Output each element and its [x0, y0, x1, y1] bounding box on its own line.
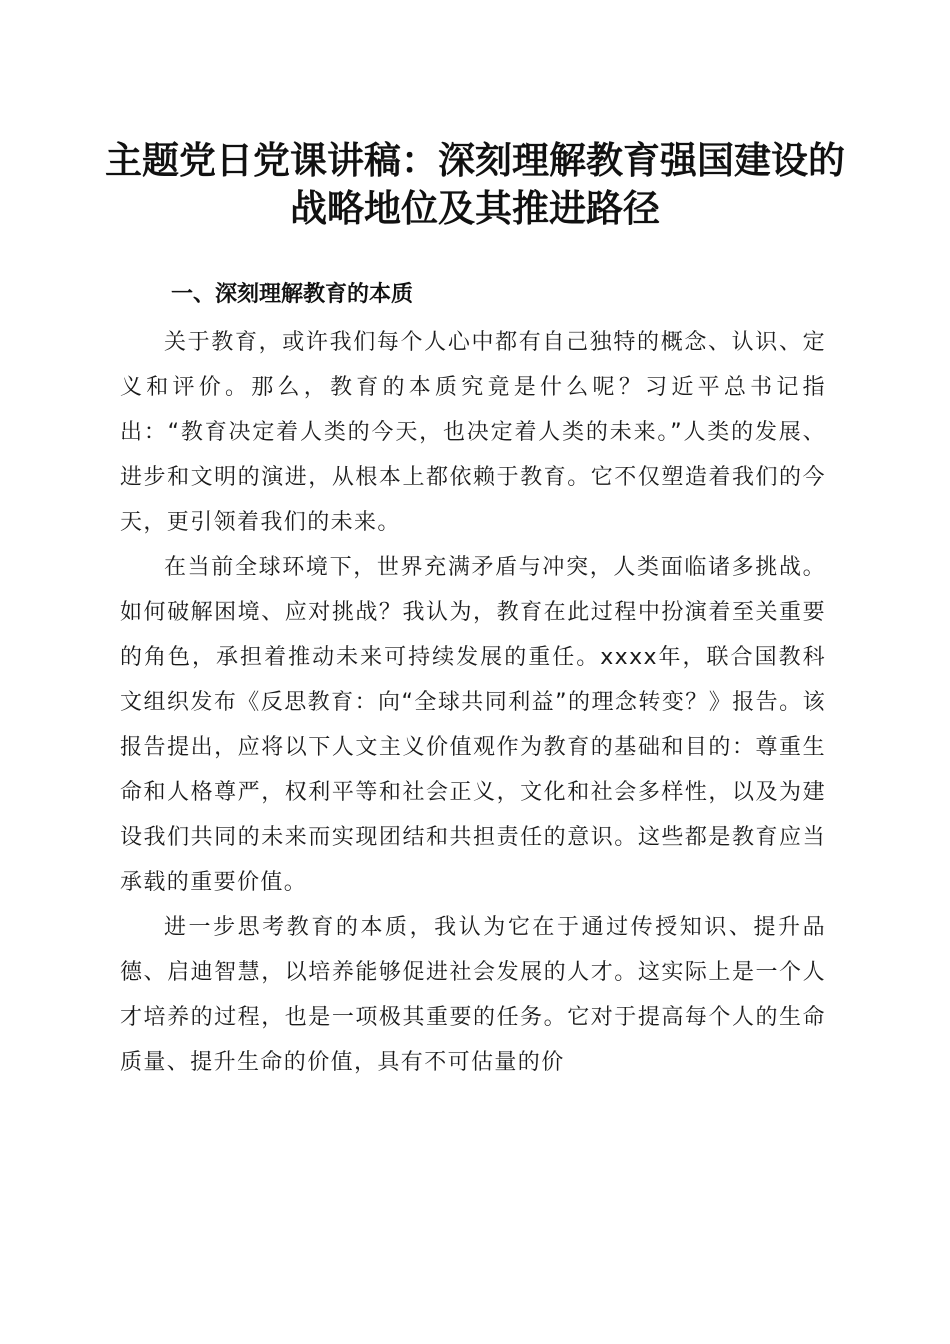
paragraph-2: 在当前全球环境下，世界充满矛盾与冲突，人类面临诸多挑战。如何破解困境、应对挑战？我认为，教育在此过程中扮演着至关重要的角色，承担着推动未来可持续发展的重任。xxxx年，联合国教科文组织发布《反思教育：向“全球共同利益”的理念转变？》报告。该报告提出，应将以下人文主义价值观作为教育的基础和目的：尊重生命和人格尊严，权利平等和社会正义，文化和社会多样性，以及为建设我们共同的未来而实现团结和共担责任的意识。这些都是教育应当承载的重要价值。 [120, 555, 826, 895]
paragraph-3: 进一步思考教育的本质，我认为它在于通过传授知识、提升品德、启迪智慧，以培养能够促进社会发展的人才。这实际上是一个人才培养的过程，也是一项极其重要的任务。它对于提高每个人的生命质量、提升生命的价值，具有不可估量的价 [120, 915, 826, 1075]
paragraph-1: 关于教育，或许我们每个人心中都有自己独特的概念、认识、定义和评价。那么，教育的本质究竟是什么呢？习近平总书记指出：“教育决定着人类的今天，也决定着人类的未来。”人类的发展、进步和文明的演进，从根本上都依赖于教育。它不仅塑造着我们的今天，更引领着我们的未来。 [120, 330, 826, 535]
document-title [100, 136, 850, 232]
title-line-2: 战略地位及其推进路径 [290, 186, 660, 230]
section-heading: 一、深刻理解教育的本质 [171, 282, 414, 307]
title-line-1: 主题党日党课讲稿：深刻理解教育强国建设的 [105, 138, 845, 182]
section-body [120, 320, 826, 1085]
